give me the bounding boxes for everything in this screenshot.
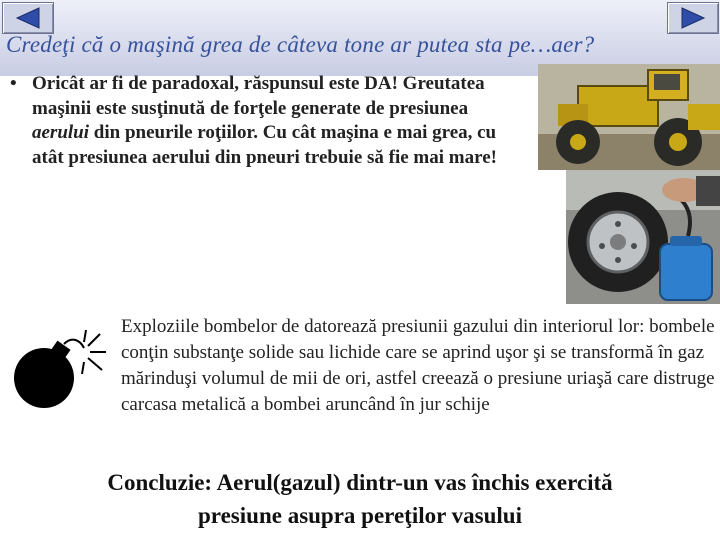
bullet-text-part1: Oricât ar fi de paradoxal, răspunsul este DA! Greutatea maşinii este susţinută de forţele generate de presiunea [32, 73, 485, 119]
conclusion-line-1: Concluzie: Aerul(gazul) dintr-un vas închis exercită [107, 470, 613, 495]
bomb-icon [12, 330, 112, 417]
conclusion-line-2: presiune asupra pereţilor vasului [198, 503, 522, 528]
bullet-emphasis: aerului [32, 122, 90, 143]
previous-slide-button[interactable] [2, 2, 54, 34]
tire-inflation-photo [566, 170, 720, 304]
earthmover-photo [538, 64, 720, 170]
bullet-text [32, 72, 510, 170]
bullet-text-part2: din pneurile roţiilor. Cu cât maşina e mai grea, cu atât presiunea aerului din pneuri trebuie să fie mai mare! [32, 122, 497, 168]
bullet-dot: • [10, 73, 17, 94]
conclusion [0, 466, 720, 532]
slide-title: Credeţi că o maşină grea de câteva tone ar putea sta pe…aer? [6, 32, 595, 57]
triangle-right-icon [680, 7, 706, 29]
bomb-explanation-text: Exploziile bombelor de datorează presiunii gazului din interiorul lor: bombele conţin substanţe solide sau lichide care se aprind uşor şi se transformă în gaz mărinduşi volumul de mii de ori, astfel creează o presiune uriaşă care distruge carcasa metalică a bombei aruncând în jur schije [121, 316, 715, 415]
triangle-left-icon [15, 7, 41, 29]
next-slide-button[interactable] [667, 2, 719, 34]
